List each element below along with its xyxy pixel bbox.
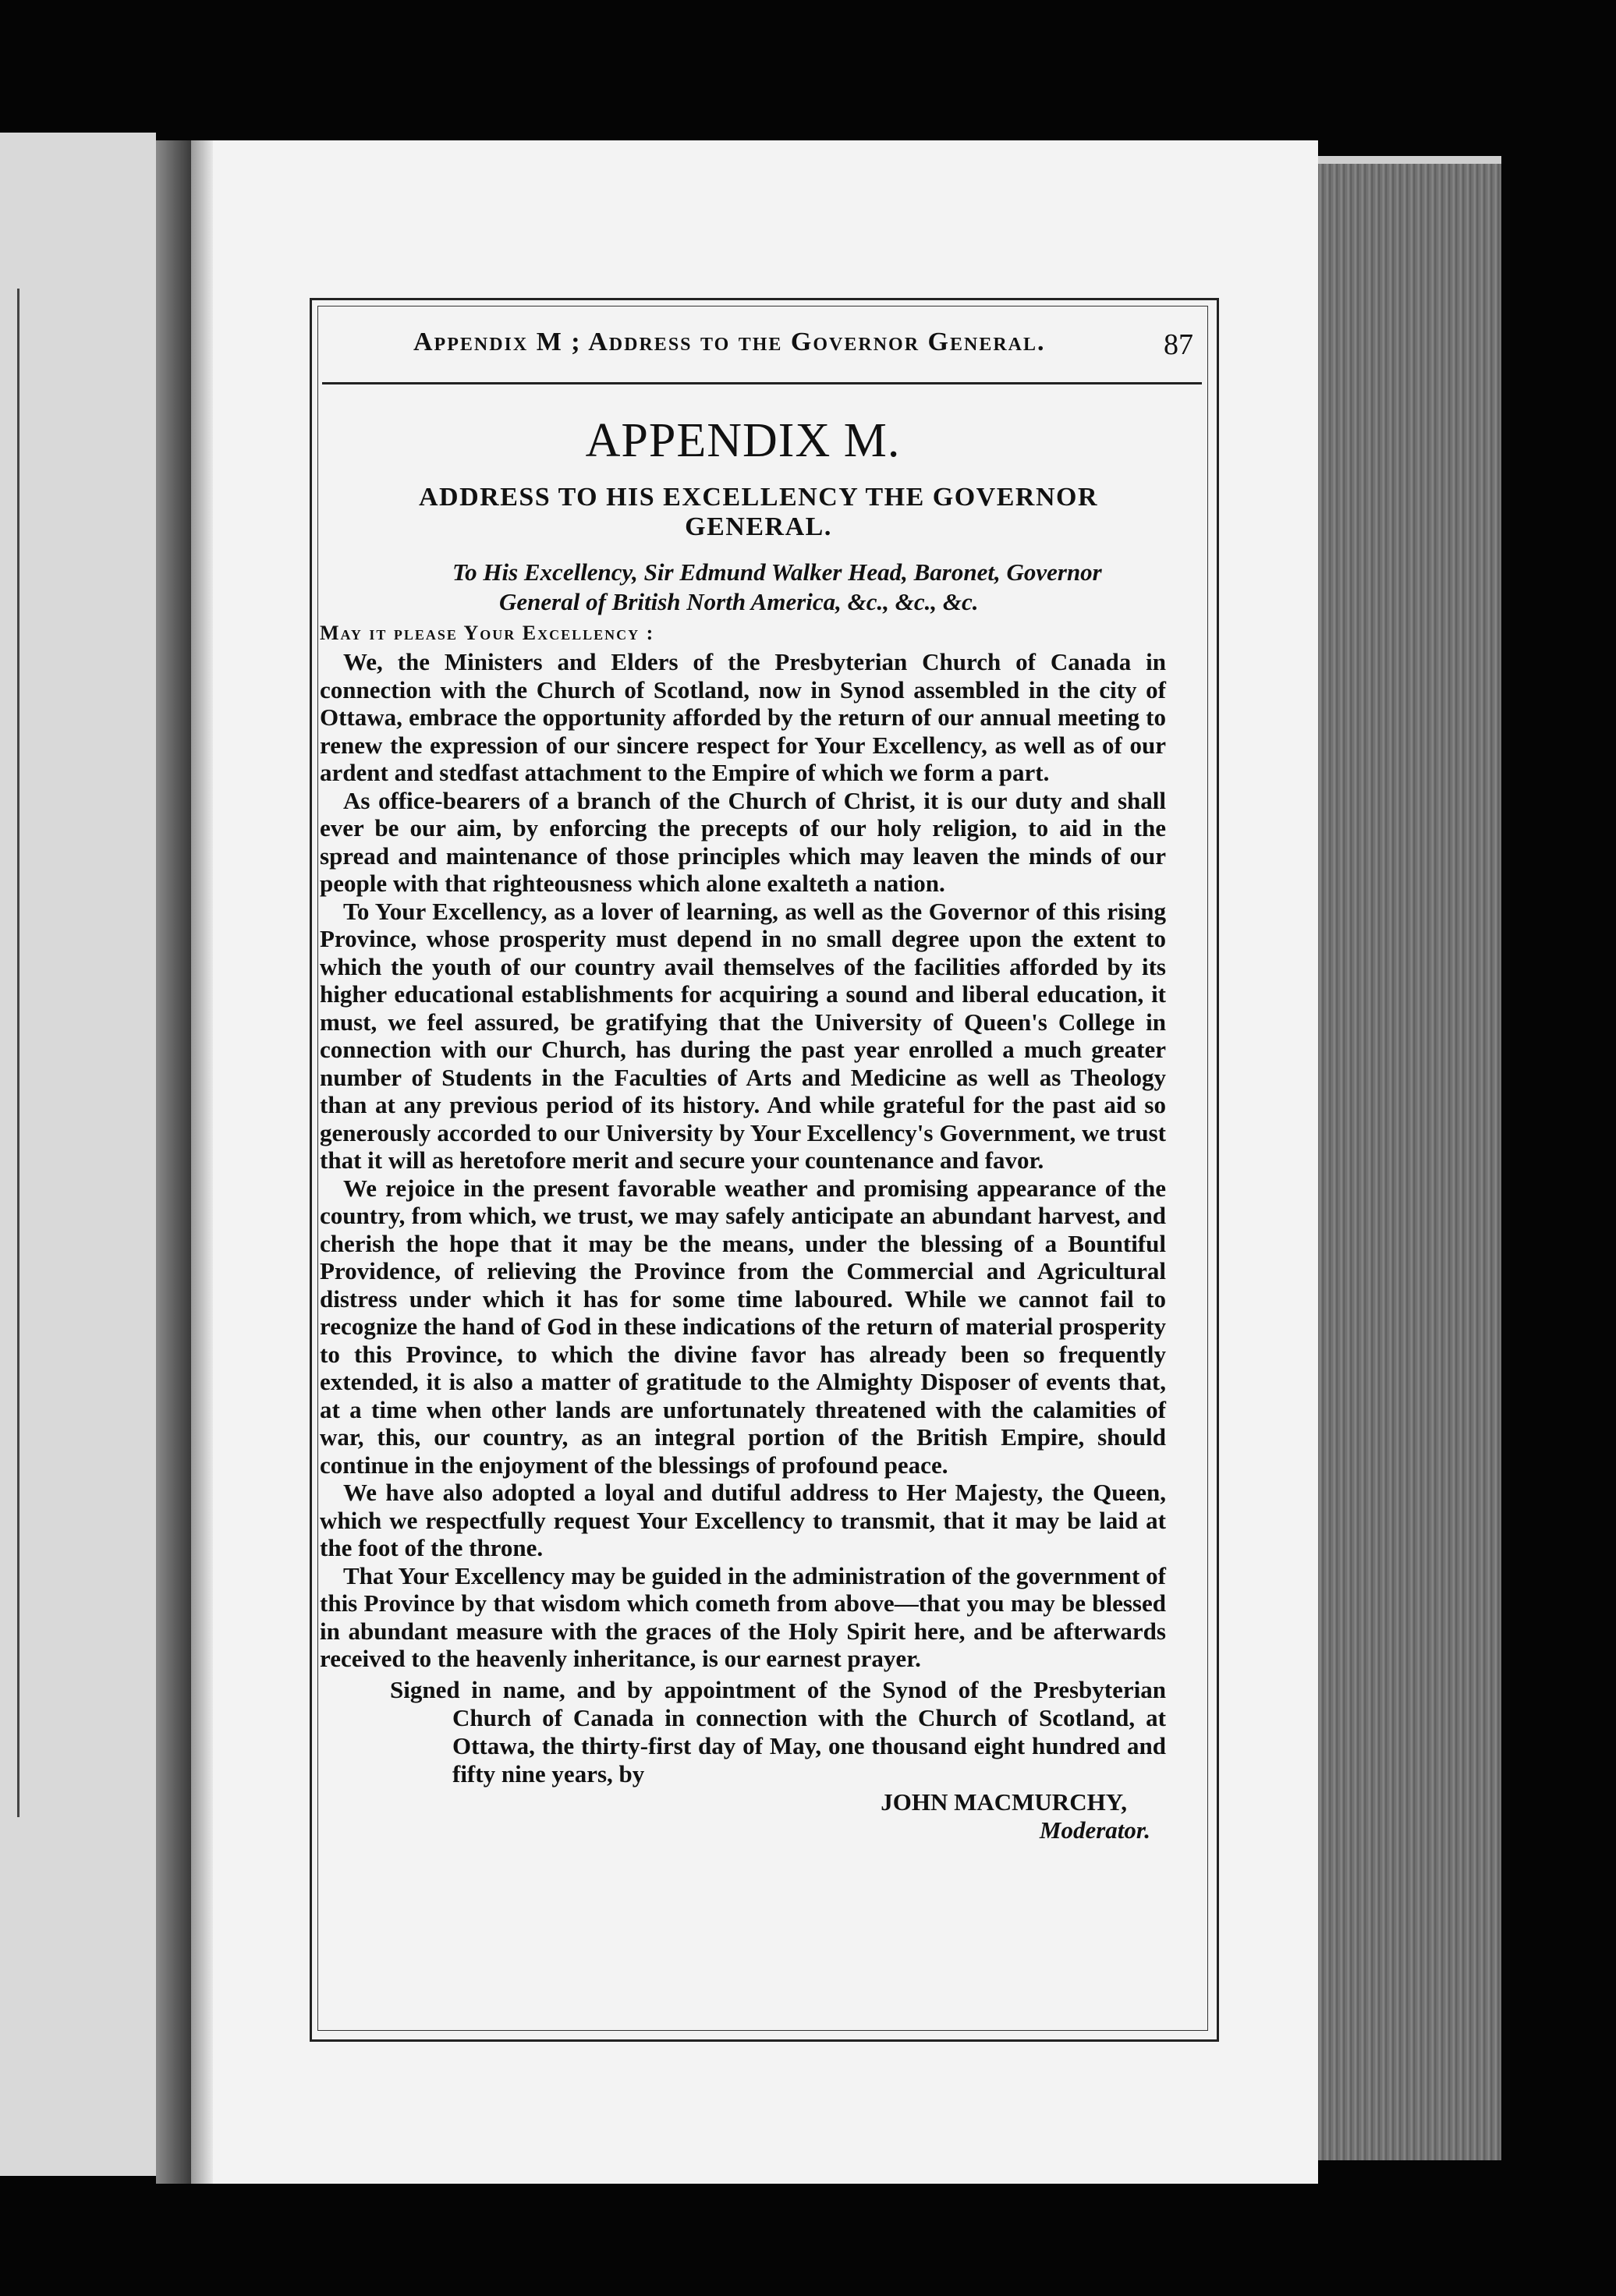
page-gutter (191, 140, 213, 2184)
paragraph: We rejoice in the present favorable weather and promising appearance of the country, from which, we trust, we may safely anticipate an abundant harvest, and cherish the hope that it may be the means, under the blessing of a Bountiful Providence, of relieving the Province from the Commercial and Agricultural distress under which it has for some time laboured. While we cannot fail to recognize the hand of God in these indications of the return of material prosperity to this Province, to which the divine favor has already been so frequently extended, it is also a matter of gratitude to the Almighty Disposer of events that, at a time when other lands are unfortunately threatened with the calamities of war, this, our country, as an integral portion of the British Empire, should continue in the enjoyment of the blessings of profound peace. (320, 1174, 1166, 1479)
salutation: To His Excellency, Sir Edmund Walker Head, Baronet, Governor General of British North America, &c., &c., &c. (452, 558, 1102, 615)
left-page-border (0, 289, 19, 1817)
paragraph: As office-bearers of a branch of the Church of Christ, it is our duty and shall ever be our aim, by enforcing the precepts of our holy religion, to aid in the spread and maintenance of those principles which may leaven the minds of our people with that righteousness which alone exalteth a nation. (320, 786, 1166, 897)
greeting: May it please Your Excellency : (320, 622, 655, 644)
signature-name: JOHN MACMURCHY, (881, 1788, 1127, 1816)
page-block-edge (1318, 164, 1501, 2160)
appendix-title: APPENDIX M. (585, 414, 901, 467)
running-title: Appendix M ; Address to the Governor General. (413, 328, 1046, 356)
address-subtitle: ADDRESS TO HIS EXCELLENCY THE GOVERNOR GENERAL. (418, 483, 1098, 541)
left-facing-page (0, 133, 156, 2176)
paragraph: We have also adopted a loyal and dutiful address to Her Majesty, the Queen, which we respectfully request Your Excellency to transmit, that it may be laid at the foot of the throne. (320, 1479, 1166, 1561)
running-header (413, 328, 1193, 367)
paragraph: That Your Excellency may be guided in the administration of the government of this Province by that wisdom which cometh from above—that you may be blessed in abundant measure with the graces of the Holy Spirit here, and be afterwards received to the heavenly inheritance, is our earnest prayer. (320, 1561, 1166, 1672)
paragraph: We, the Ministers and Elders of the Presbyterian Church of Canada in connection with the Church of Scotland, now in Synod assembled in the city of Ottawa, embrace the opportunity afforded by the return of our annual meeting to renew the expression of our sincere respect for Your Excellency, as well as of our ardent and stedfast attachment to the Empire of which we form a part. (320, 648, 1166, 786)
signoff: Signed in name, and by appointment of the Synod of the Presbyterian Church of Canada in connection with the Church of Scotland, at Ottawa, the thirty-first day of May, one thousand eight hundred and fifty nine years, by (390, 1675, 1166, 1788)
header-rule (322, 382, 1202, 384)
page-number: 87 (1164, 328, 1193, 361)
document-body (320, 413, 1166, 1844)
signature-role: Moderator. (1039, 1816, 1150, 1844)
book-spine-shadow (156, 140, 191, 2184)
paragraph: To Your Excellency, as a lover of learning, as well as the Governor of this rising Province, whose prosperity must depend in no small degree upon the extent to which the youth of our country avail themselves of the facilities afforded by its higher educational establishments for acquiring a sound and liberal education, it must, we feel assured, be gratifying that the University of Queen's College in connection with our Church, has during the past year enrolled a much greater number of Students in the Faculties of Arts and Medicine as well as Theology than at any previous period of its history. And while grateful for the past aid so generously accorded to our University by Your Excellency's Government, we trust that it will as heretofore merit and secure your countenance and favor. (320, 897, 1166, 1174)
